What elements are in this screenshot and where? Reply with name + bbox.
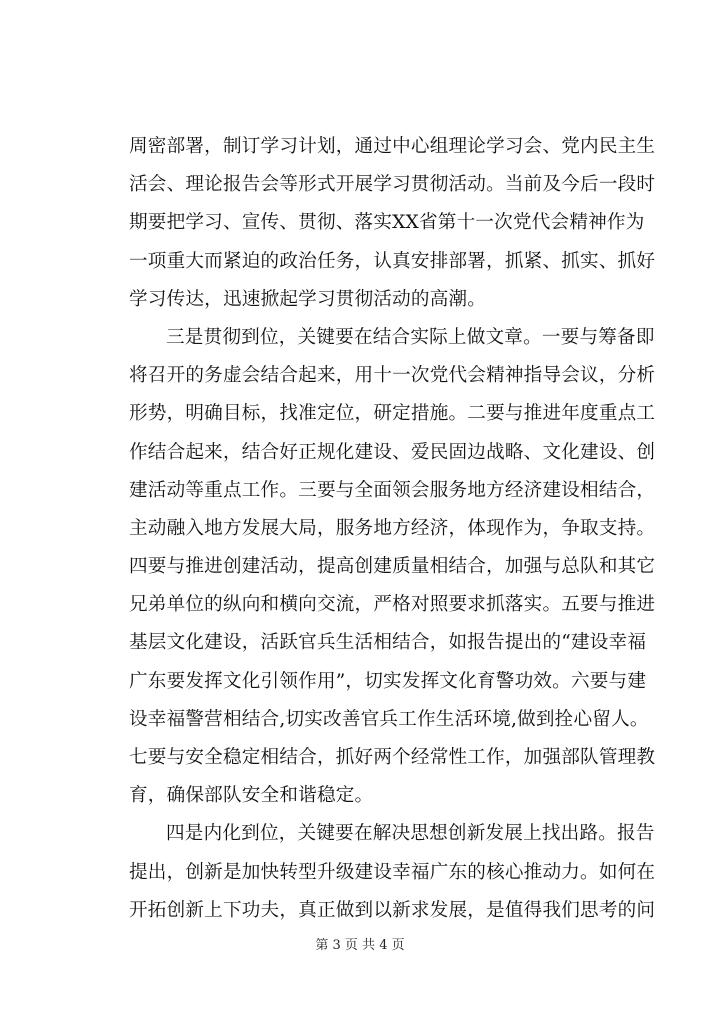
text-line: 作结合起来，结合好正规化建设、爱民固边战略、文化建设、创 — [129, 441, 656, 463]
text-line: 育，确保部队安全和谐稳定。 — [129, 785, 374, 807]
text-line: 活会、理论报告会等形式开展学习贯彻活动。当前及今后一段时 — [129, 174, 656, 196]
text-line: 将召开的务虚会结合起来，用十一次党代会精神指导会议，分析 — [129, 365, 656, 387]
text-line: 周密部署，制订学习计划，通过中心组理论学习会、党内民主生 — [129, 136, 656, 157]
paragraph-start-line: 三是贯彻到位，关键要在结合实际上做文章。一要与筹备即 — [166, 326, 655, 348]
document-body — [129, 128, 656, 930]
text-line: 建活动等重点工作。三要与全面领会服务地方经济建设相结合， — [129, 479, 656, 501]
text-line: 广东要发挥文化引领作用”，切实发挥文化育警功效。六要与建 — [129, 670, 647, 692]
text-line: 形势，明确目标，找准定位，研定措施。二要与推进年度重点工 — [129, 403, 656, 425]
text-line: 主动融入地方发展大局，服务地方经济，体现作为，争取支持。 — [129, 517, 656, 539]
text-line: 开拓创新上下功夫，真正做到以新求发展，是值得我们思考的问 — [129, 899, 656, 921]
text-line: 期要把学习、宣传、贯彻、落实XX省第十一次党代会精神作为 — [129, 212, 645, 234]
text-line: 提出，创新是加快转型升级建设幸福广东的核心推动力。如何在 — [129, 861, 656, 883]
text-line: 学习传达，迅速掀起学习贯彻活动的高潮。 — [129, 288, 487, 310]
text-line: 一项重大而紧迫的政治任务，认真安排部署，抓紧、抓实、抓好 — [129, 250, 656, 272]
paragraph-start-line: 四是内化到位，关键要在解决思想创新发展上找出路。报告 — [166, 823, 655, 845]
text-line: 七要与安全稳定相结合，抓好两个经常性工作，加强部队管理教 — [129, 747, 656, 768]
text-line: 设幸福警营相结合,切实改善官兵工作生活环境,做到拴心留人。 — [129, 708, 649, 730]
text-line: 四要与推进创建活动，提高创建质量相结合，加强与总队和其它 — [129, 556, 656, 578]
page-footer — [0, 938, 720, 954]
text-line: 兄弟单位的纵向和横向交流，严格对照要求抓落实。五要与推进 — [129, 594, 656, 616]
page-number-label: 第 3 页 共 4 页 — [315, 938, 405, 953]
text-line: 基层文化建设，活跃官兵生活相结合，如报告提出的“建设幸福 — [129, 632, 647, 654]
